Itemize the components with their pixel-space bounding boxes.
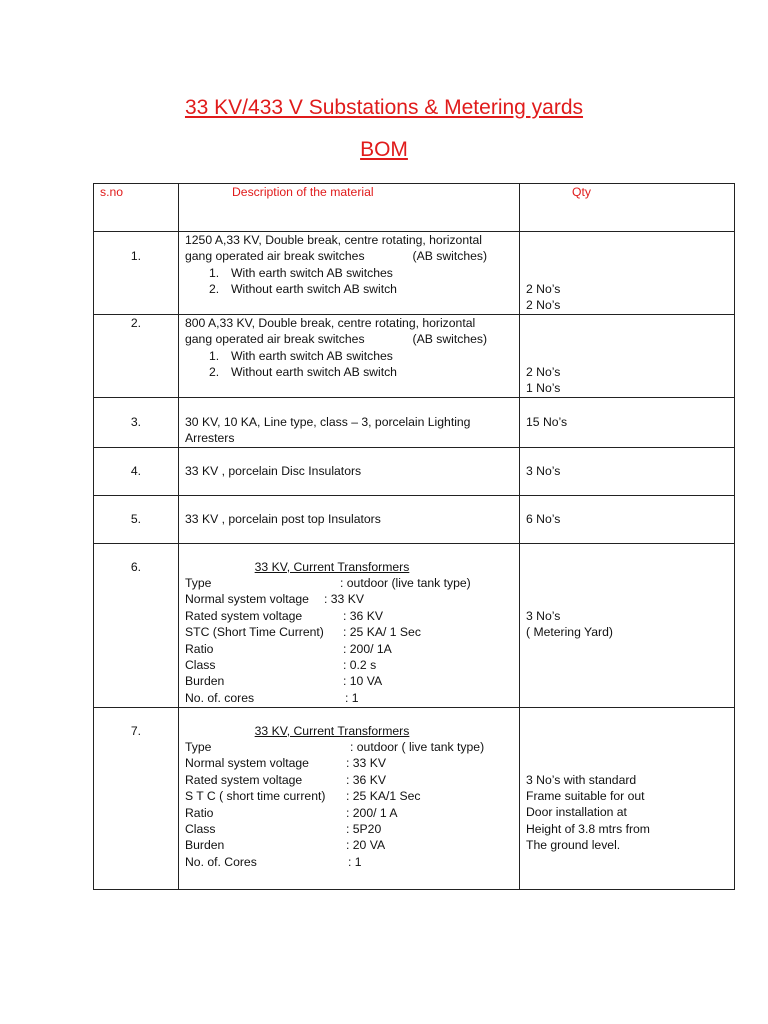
desc-text: gang operated air break switches — [185, 332, 365, 347]
spec-line: Class : 0.2 s — [185, 658, 377, 673]
spec-line: Ratio : 200/ 1A — [185, 641, 392, 656]
desc-text: gang operated air break switches — [185, 249, 365, 264]
header-qty: Qty — [520, 184, 735, 232]
table-row — [94, 495, 735, 543]
spec-line: Rated system voltage : 36 KV — [185, 772, 386, 787]
row-qty: 3 No’s — [520, 447, 735, 495]
row-description — [179, 707, 520, 889]
spec-heading: 33 KV, Current Transformers — [254, 559, 410, 574]
spec-line: STC (Short Time Current) : 25 KA/ 1 Sec — [185, 625, 421, 640]
spec-line: Type : outdoor ( live tank type) — [185, 740, 485, 755]
spec-line: Normal system voltage : 33 KV — [185, 756, 386, 771]
sub-item: 1. With earth switch AB switches — [209, 348, 393, 363]
desc-tag: (AB switches) — [412, 332, 488, 347]
row-description — [179, 543, 520, 707]
table-header-row — [94, 184, 735, 232]
qty-line: The ground level. — [526, 838, 621, 853]
row-sno: 2. — [94, 314, 179, 397]
spec-line: Type : outdoor (live tank type) — [185, 576, 471, 591]
spec-heading: 33 KV, Current Transformers — [254, 723, 410, 738]
spec-line: Burden : 10 VA — [185, 674, 383, 689]
desc-tag: (AB switches) — [412, 249, 488, 264]
qty-line: 1 No’s — [526, 381, 561, 396]
qty-line: 3 No’s — [526, 608, 561, 623]
spec-line: S T C ( short time current) : 25 KA/1 Sec — [185, 789, 421, 804]
desc-line: 800 A,33 KV, Double break, centre rotating, horizontal — [185, 315, 476, 330]
desc-line — [185, 248, 519, 264]
qty-line: 2 No’s — [526, 298, 561, 313]
row-qty — [520, 543, 735, 707]
qty-line: ( Metering Yard) — [526, 625, 613, 640]
table-row — [94, 707, 735, 889]
row-description: 33 KV , porcelain Disc Insulators — [179, 447, 520, 495]
qty-line: Door installation at — [526, 805, 627, 820]
sub-item: 2. Without earth switch AB switch — [209, 365, 397, 380]
table-row — [94, 314, 735, 397]
spec-line: Class : 5P20 — [185, 822, 382, 837]
spec-line: Burden : 20 VA — [185, 838, 386, 853]
spec-line: Ratio : 200/ 1 A — [185, 805, 398, 820]
sub-item: 1. With earth switch AB switches — [209, 265, 393, 280]
spec-line: Normal system voltage : 33 KV — [185, 592, 364, 607]
qty-line: 2 No’s — [526, 282, 561, 296]
row-qty: 6 No’s — [520, 495, 735, 543]
row-qty — [520, 232, 735, 315]
qty-line: Height of 3.8 mtrs from — [526, 821, 650, 836]
row-description — [179, 314, 520, 397]
row-qty: 15 No’s — [520, 397, 735, 447]
row-sno: 6. — [94, 543, 179, 707]
spec-line: No. of. Cores : 1 — [185, 854, 362, 869]
spec-line: No. of. cores : 1 — [185, 690, 359, 705]
header-sno: s.no — [94, 184, 179, 232]
desc-line: Arresters — [185, 431, 235, 446]
row-sno: 5. — [94, 495, 179, 543]
document-subtitle: BOM — [360, 138, 408, 161]
row-description — [179, 397, 520, 447]
spec-line: Rated system voltage : 36 KV — [185, 608, 383, 623]
row-sno: 4. — [94, 447, 179, 495]
table-row — [94, 232, 735, 315]
header-description: Description of the material — [179, 184, 520, 232]
qty-line: 3 No’s with standard — [526, 772, 637, 787]
row-sno: 3. — [94, 397, 179, 447]
row-sno: 1. — [94, 232, 179, 315]
table-row — [94, 543, 735, 707]
row-qty — [520, 707, 735, 889]
desc-line — [185, 331, 519, 347]
row-sno: 7. — [94, 707, 179, 889]
row-description — [179, 232, 520, 315]
desc-line: 1250 A,33 KV, Double break, centre rotating, horizontal — [185, 233, 482, 247]
table-row — [94, 447, 735, 495]
row-description: 33 KV , porcelain post top Insulators — [179, 495, 520, 543]
document-title: 33 KV/433 V Substations & Metering yards — [184, 96, 584, 119]
row-qty — [520, 314, 735, 397]
table-row — [94, 397, 735, 447]
bom-table — [93, 183, 735, 890]
qty-line: 2 No’s — [526, 364, 561, 379]
sub-item: 2. Without earth switch AB switch — [209, 282, 397, 297]
desc-line: 30 KV, 10 KA, Line type, class – 3, porcelain Lighting — [185, 414, 471, 429]
qty-line: Frame suitable for out — [526, 789, 645, 804]
